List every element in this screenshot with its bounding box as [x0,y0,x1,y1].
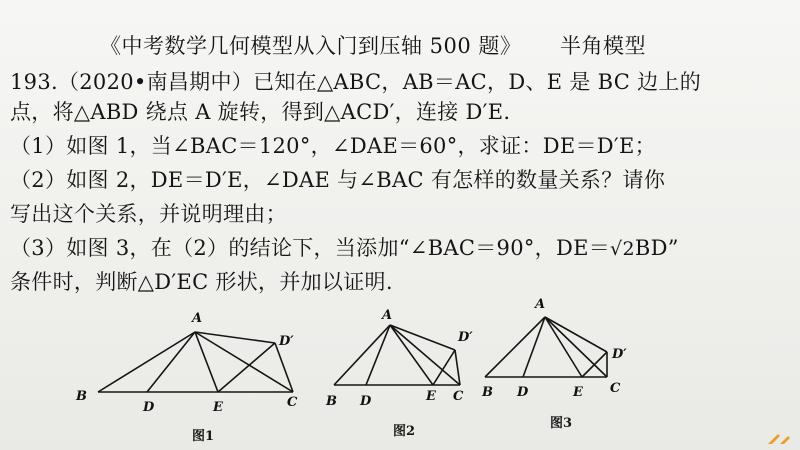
fig1-label-e: E [213,400,223,415]
figure-2 [320,305,480,415]
page-header [100,30,700,60]
fig2-segment-cd-prime [455,350,460,385]
fig1-segment-ae [195,332,218,392]
fig1-segment-ad [147,332,195,392]
problem-line-1: 193.（2020•南昌期中）已知在△ABC，AB＝AC，D、E 是 BC 边上的 [10,70,702,94]
fig3-label-d: D [517,385,529,400]
fig2-segment-ad [366,325,390,385]
fig2-label-c: C [453,389,464,404]
fig1-label-b: B [76,389,87,404]
fig1-label-d-prime: D′ [279,334,294,349]
fig1-segment-ad-prime [195,332,275,343]
problem-part-3a [10,232,795,262]
fig2-label-a: A [382,308,393,323]
problem-line-2: 点，将△ABD 绕点 A 旋转，得到△ACD′，连接 D′E. [10,100,511,124]
fig2-segment-ac [390,325,460,385]
fig2-label-d-prime: D′ [458,330,473,345]
part-3a-text: （3）如图 3，在（2）的结论下，当添加“∠BAC＝90°，DE＝ [10,236,611,260]
cursor-indicator-icon [766,432,792,446]
fig3-label-c: C [610,381,621,396]
fig1-label-c: C [287,395,298,410]
fig3-label-d-prime: D′ [612,347,627,362]
problem-part-2b: 写出这个关系，并说明理由； [10,202,287,226]
figure-1-caption: 图1 [192,429,215,444]
fig3-label-a: A [535,297,546,312]
sqrt-two: √2 [610,238,635,260]
problem-part-2a: （2）如图 2，DE＝D′E，∠DAE 与∠BAC 有怎样的数量关系？请你 [10,168,666,192]
figure-2-caption: 图2 [393,424,416,439]
fig2-label-b: B [326,394,337,409]
figure-2-diagram [320,305,480,415]
book-title: 《中考数学几何模型从入门到压轴 500 题》 [100,34,522,58]
fig1-segment-ed-prime [218,343,275,392]
fig2-segment-ab [334,325,390,385]
fig2-segment-ed-prime [433,350,455,385]
fig3-segment-ad [523,317,545,377]
problem-part-1: （1）如图 1，当∠BAC＝120°，∠DAE＝60°，求证：DE＝D′E； [10,134,656,158]
fig1-label-d: D [143,400,155,415]
figure-3 [475,290,635,405]
figure-1-diagram [70,305,310,415]
fig1-segment-cd-prime [275,343,293,392]
problem-part-3b: 条件时，判断△D′EC 形状，并加以证明. [10,270,393,294]
fig3-label-b: B [482,385,493,400]
part-3a-tail: BD” [634,236,679,260]
figure-3-caption: 图3 [550,416,573,431]
fig2-label-e: E [426,389,436,404]
fig1-label-a: A [192,311,203,326]
fig3-label-e: E [573,385,583,400]
fig2-label-d: D [360,394,372,409]
fig3-segment-ab [485,317,545,377]
fig1-segment-ab [98,332,195,392]
model-name: 半角模型 [560,34,646,58]
figure-1 [70,305,310,415]
figure-3-diagram [475,290,635,405]
